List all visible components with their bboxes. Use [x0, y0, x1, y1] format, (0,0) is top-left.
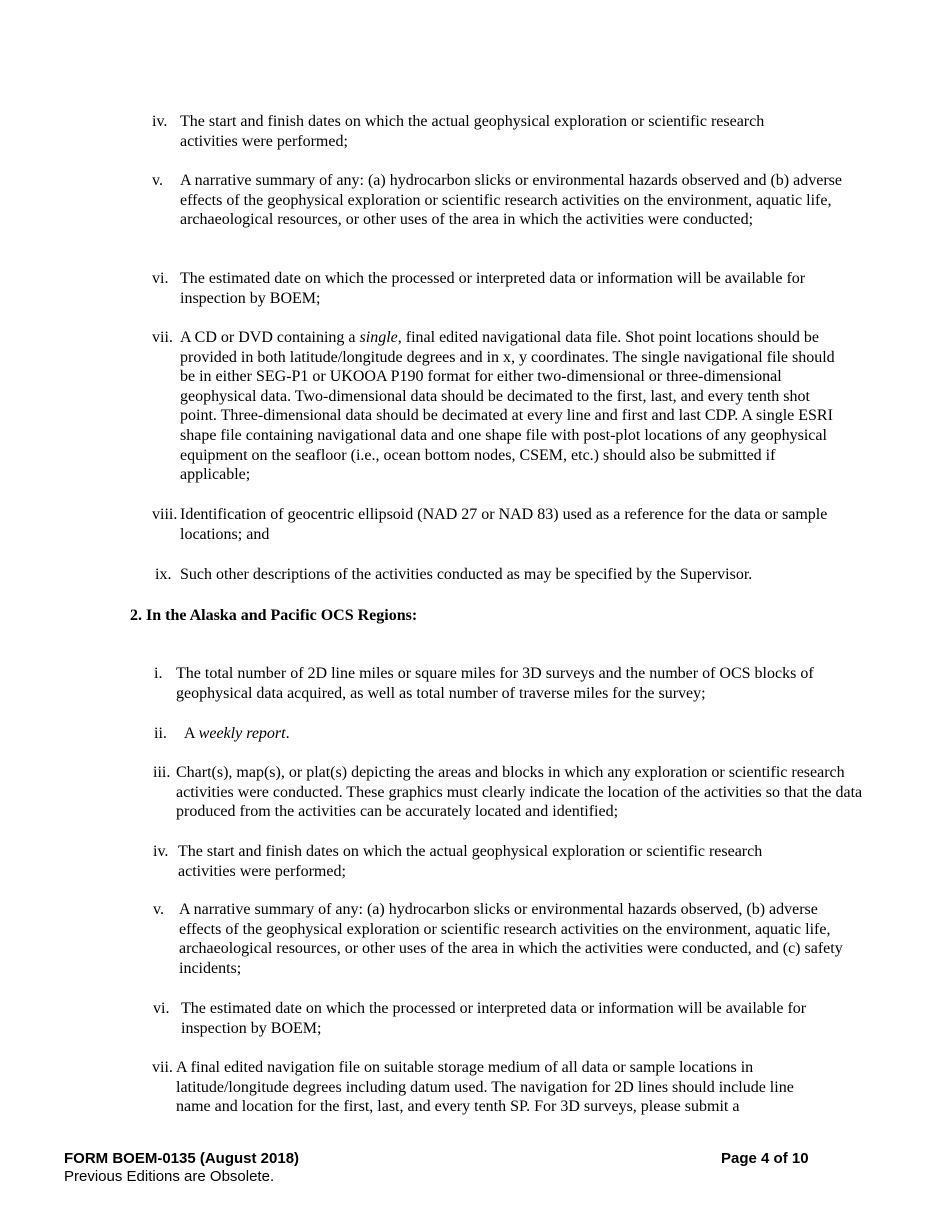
- list-item-text: [154, 724, 844, 744]
- list-item-vii: [152, 328, 852, 485]
- text-segment: A: [184, 725, 199, 742]
- list-item-text: The total number of 2D line miles or square miles for 3D surveys and the number of OCS blocks of geophysical data acquired, as well as total number of traverse miles for the survey;: [176, 665, 814, 702]
- list-item-text: Such other descriptions of the activities conducted as may be specified by the Supervisor.: [180, 566, 753, 583]
- list-item-ii: [154, 724, 854, 744]
- list-item-number: vi.: [153, 1000, 170, 1017]
- list-item-text: [152, 328, 842, 485]
- list-item-viii: [152, 505, 852, 544]
- list-item-number: ii.: [154, 725, 167, 742]
- text-segment: .: [285, 725, 290, 742]
- list-item-text: Identification of geocentric ellipsoid (NAD 27 or NAD 83) used as a reference for the data or sample locations; and: [180, 506, 828, 543]
- emphasis-text: weekly report: [198, 725, 286, 742]
- list-item-number: iv.: [152, 113, 168, 130]
- footer-form-info: [64, 1150, 299, 1186]
- list-item-number: vii.: [152, 1059, 173, 1076]
- list-item-number: i.: [154, 665, 163, 682]
- list-item-vi: [152, 269, 852, 308]
- list-item-number: vii.: [152, 329, 173, 346]
- editions-note: Previous Editions are Obsolete.: [64, 1168, 275, 1185]
- form-identifier: FORM BOEM-0135 (August 2018): [64, 1150, 300, 1167]
- list-item-ix: [155, 565, 855, 585]
- text-segment: , final edited navigational data file. Shot point locations should be provided in both latitude/longitude degrees and in x, y coordinates. The single navigational file should be in either SEG-P1 or UKOOA P190 format for either two-dimensional or three-dimensional geophysical data. Two-dimensional data should be decimated to the first, last, and every tenth shot point. Three-dimensional data should be decimated at every line and first and last CDP. A single ESRI shape file containing navigational data and one shape file with post-plot locations of any geophysical equipment on the seafloor (i.e., ocean bottom nodes, CSEM, etc.) should also be submitted if applicable;: [180, 329, 835, 484]
- list-item-number: vi.: [152, 270, 169, 287]
- list-item-number: v.: [153, 901, 164, 918]
- emphasis-text: single: [359, 329, 398, 346]
- list-item-number: ix.: [155, 566, 172, 583]
- text-segment: A CD or DVD containing a: [180, 329, 360, 346]
- list-item-iii: [153, 763, 873, 822]
- list-item-text: A narrative summary of any: (a) hydrocarbon slicks or environmental hazards observed, (b) adverse effects of the geophysical exploration or scientific research activities on the environment, aquatic life, archaeological resources, or other uses of the area in which the activities were conducted, and (c) safety incidents;: [179, 901, 843, 977]
- list-item-number: v.: [152, 172, 163, 189]
- page-number: Page 4 of 10: [721, 1150, 809, 1167]
- list-item-text: A narrative summary of any: (a) hydrocarbon slicks or environmental hazards observed and (b) adverse effects of the geophysical exploration or scientific research activities on the environment, aquatic life, archaeological resources, or other uses of the area in which the activities were conducted;: [180, 172, 842, 229]
- list-item-i: [154, 664, 854, 703]
- section-heading: 2. In the Alaska and Pacific OCS Regions:: [130, 607, 418, 624]
- list-item-text: The start and finish dates on which the actual geophysical exploration or scientific research activities were performed;: [180, 113, 765, 150]
- list-item-iv: [152, 112, 852, 151]
- list-item-v: [152, 171, 852, 230]
- list-item-vii-2: [152, 1058, 852, 1117]
- list-item-text: The start and finish dates on which the actual geophysical exploration or scientific research activities were performed;: [178, 843, 763, 880]
- list-item-text: The estimated date on which the processed or interpreted data or information will be available for inspection by BOEM;: [181, 1000, 807, 1037]
- list-item-number: viii.: [152, 506, 178, 523]
- list-item-number: iv.: [153, 843, 169, 860]
- list-item-text: The estimated date on which the processed or interpreted data or information will be available for inspection by BOEM;: [180, 270, 806, 307]
- list-item-text: A final edited navigation file on suitable storage medium of all data or sample locations in latitude/longitude degrees including datum used. The navigation for 2D lines should include line name and location for the first, last, and every tenth SP. For 3D surveys, please submit a: [176, 1059, 794, 1116]
- list-item-text: Chart(s), map(s), or plat(s) depicting the areas and blocks in which any exploration or scientific research activities were conducted. These graphics must clearly indicate the location of the activities so that the data produced from the activities can be accurately located and identified;: [176, 764, 863, 821]
- list-item-number: iii.: [153, 764, 171, 781]
- list-item-iv-2: [153, 842, 853, 881]
- list-item-vi-2: [153, 999, 853, 1038]
- list-item-v-2: [153, 900, 853, 978]
